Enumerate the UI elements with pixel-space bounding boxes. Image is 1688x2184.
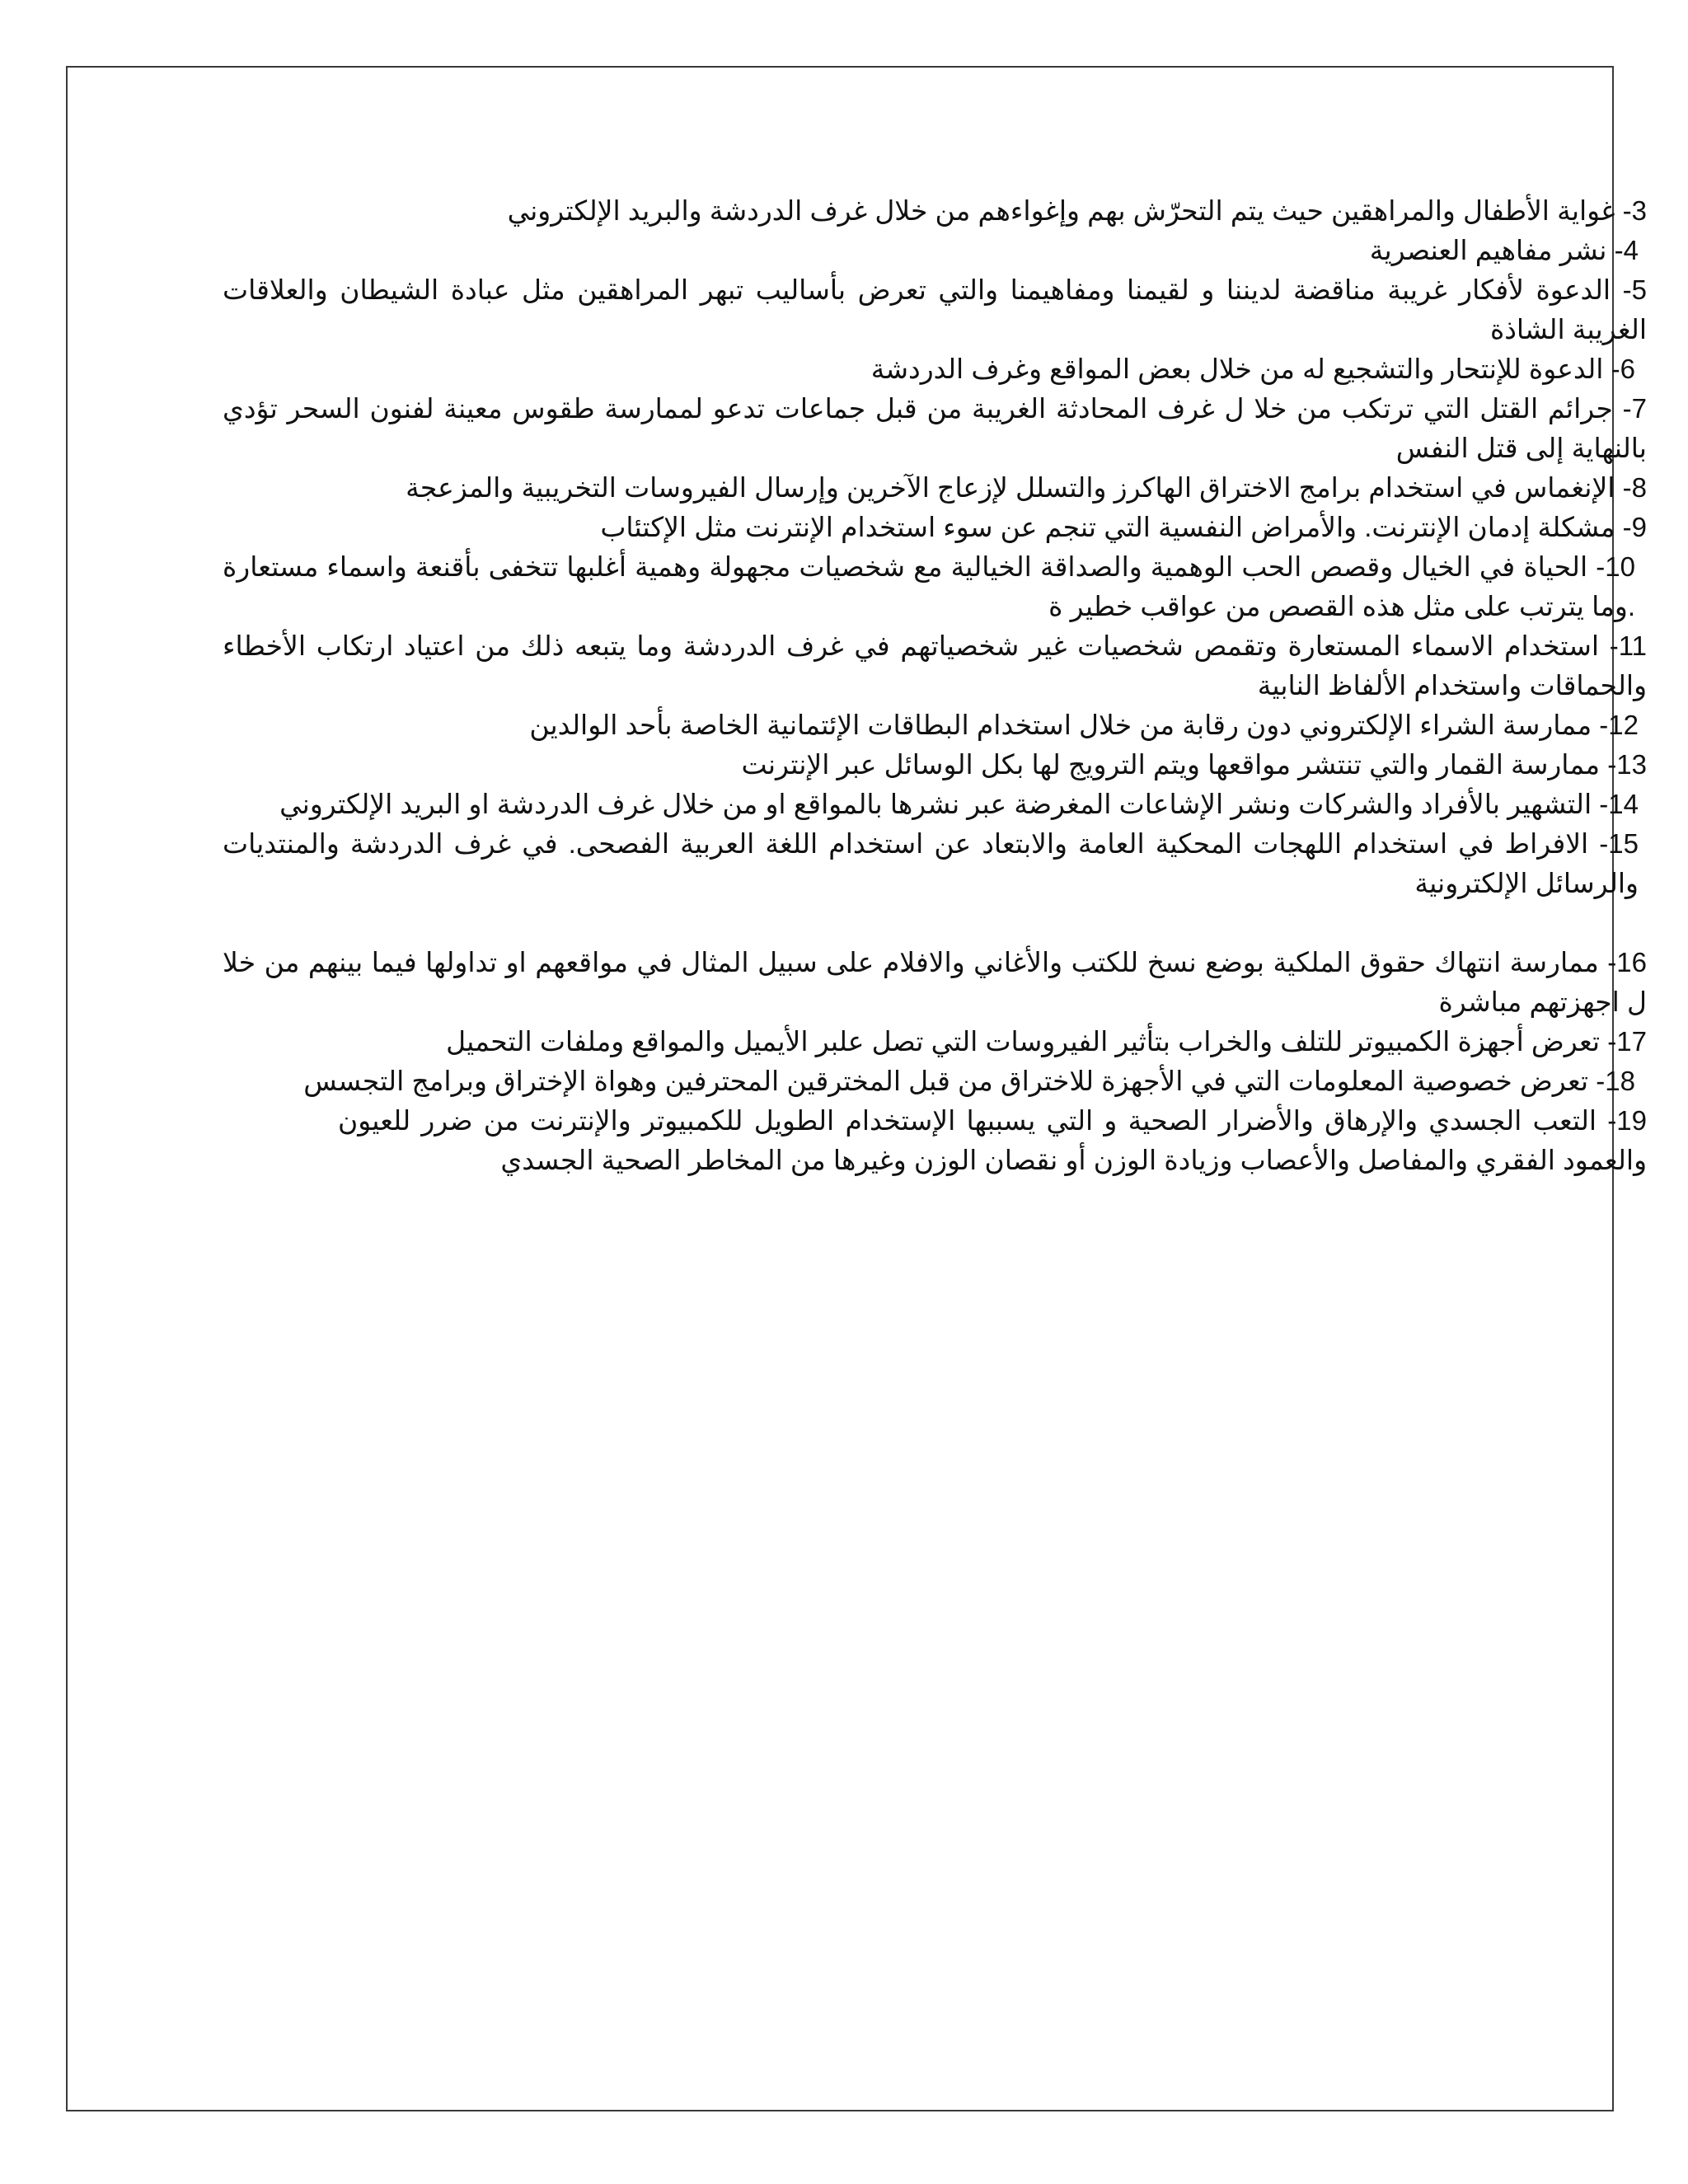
list-item (223, 349, 1647, 389)
item-text: - استخدام الاسماء المستعارة وتقمص شخصيات غير شخصياتهم في غرف الدردشة وما يتبعه ذلك من اعتياد ارتكاب الأخطاء والحماقات واستخدام الألفاظ النابية (223, 630, 1647, 701)
list-item (223, 389, 1647, 468)
list-item (223, 705, 1647, 745)
item-number: 4 (1623, 235, 1639, 265)
item-number: 11 (1618, 630, 1647, 661)
item-number: 17 (1616, 1026, 1647, 1057)
item-text: - تعرض خصوصية المعلومات التي في الأجهزة للاختراق من قبل المخترقين المحترفين وهواة الإختراق وبرامج التجسس (303, 1066, 1606, 1096)
list-item (223, 785, 1647, 824)
list-item (223, 1062, 1647, 1101)
item-number: 12 (1608, 710, 1639, 740)
item-text: - نشر مفاهيم العنصرية (1369, 235, 1624, 265)
item-text: - التعب الجسدي والإرهاق والأضرار الصحية و التي يسببها الإستخدام الطويل للكمبيوتر والإنترنت من ضرر للعيون والعمود الفقري والمفاصل والأعصاب وزيادة الوزن أو نقصان الوزن وغيرها من المخاطر الصحية الجسدي (338, 1105, 1647, 1175)
item-number: 7 (1631, 393, 1647, 424)
item-number: 3 (1631, 195, 1647, 226)
item-number: 13 (1616, 749, 1647, 780)
item-text: - الدعوة لأفكار غريبة مناقضة لديننا و لقيمنا ومفاهيمنا والتي تعرض بأساليب تبهر المراهقين مثل عبادة الشيطان والعلاقات الغريبة الشاذة (223, 274, 1647, 344)
item-text: - الافراط في استخدام اللهجات المحكية العامة والابتعاد عن استخدام اللغة العربية الفصحى. في غرف الدردشة والمنتديات والرسائل الإلكترونية (223, 828, 1639, 898)
item-text: - ممارسة انتهاك حقوق الملكية بوضع نسخ للكتب والأغاني والافلام على سبيل المثال في مواقعهم او تداولها فيما بينهم من خلا ل اجهزتهم مباشرة (223, 947, 1647, 1017)
list-item (223, 943, 1647, 1022)
list-item (338, 1101, 1647, 1180)
item-number: 14 (1608, 789, 1639, 819)
list-item (223, 231, 1647, 270)
item-number: 9 (1631, 512, 1647, 542)
list-item (223, 1022, 1647, 1062)
item-number: 10 (1605, 551, 1635, 582)
item-text: - تعرض أجهزة الكمبيوتر للتلف والخراب بتأثير الفيروسات التي تصل علبر الأيميل والمواقع وملفات التحميل (446, 1026, 1617, 1057)
item-text: - مشكلة إدمان الإنترنت. والأمراض النفسية التي تنجم عن سوء استخدام الإنترنت مثل الإكتئاب (600, 512, 1632, 542)
list-item (223, 745, 1647, 785)
list-item (223, 824, 1647, 903)
list-item (223, 191, 1647, 231)
item-number: 16 (1616, 947, 1647, 977)
item-number: 8 (1631, 472, 1647, 503)
list-item (223, 508, 1647, 547)
list-item (223, 547, 1647, 626)
list-item (223, 270, 1647, 349)
item-text: - جرائم القتل التي ترتكب من خلا ل غرف المحادثة الغريبة من قبل جماعات تدعو لممارسة طقوس معينة لفنون السحر تؤدي بالنهاية إلى قتل النفس (223, 393, 1647, 463)
list-item (223, 468, 1647, 508)
item-number: 6 (1620, 354, 1635, 384)
item-number: 19 (1616, 1105, 1647, 1136)
item-text: - غواية الأطفال والمراهقين حيث يتم التحرّش بهم وإغواءهم من خلال غرف الدردشة والبريد الإلكتروني (507, 195, 1632, 226)
item-number: 15 (1608, 828, 1639, 859)
item-text: - التشهير بالأفراد والشركات ونشر الإشاعات المغرضة عبر نشرها بالمواقع او من خلال غرف الدردشة او البريد الإلكتروني (279, 789, 1609, 819)
item-text: - الإنغماس في استخدام برامج الاختراق الهاكرز والتسلل لإزعاج الآخرين وإرسال الفيروسات التخريبية والمزعجة (406, 472, 1632, 503)
list-item (223, 626, 1647, 705)
item-text: - الدعوة للإنتحار والتشجيع له من خلال بعض المواقع وغرف الدردشة (870, 354, 1620, 384)
item-number: 5 (1631, 274, 1647, 305)
item-number: 18 (1605, 1066, 1635, 1096)
document-body (223, 191, 1647, 1180)
item-text: - الحياة في الخيال وقصص الحب الوهمية والصداقة الخيالية مع شخصيات مجهولة وهمية أغلبها تتخفى بأقنعة واسماء مستعارة .وما يترتب على مثل هذه القصص من عواقب خطير ة (223, 551, 1635, 621)
item-text: - ممارسة القمار والتي تنتشر مواقعها ويتم الترويج لها بكل الوسائل عبر الإنترنت (741, 749, 1617, 780)
item-text: - ممارسة الشراء الإلكتروني دون رقابة من خلال استخدام البطاقات الإئتمانية الخاصة بأحد الوالدين (529, 710, 1609, 740)
